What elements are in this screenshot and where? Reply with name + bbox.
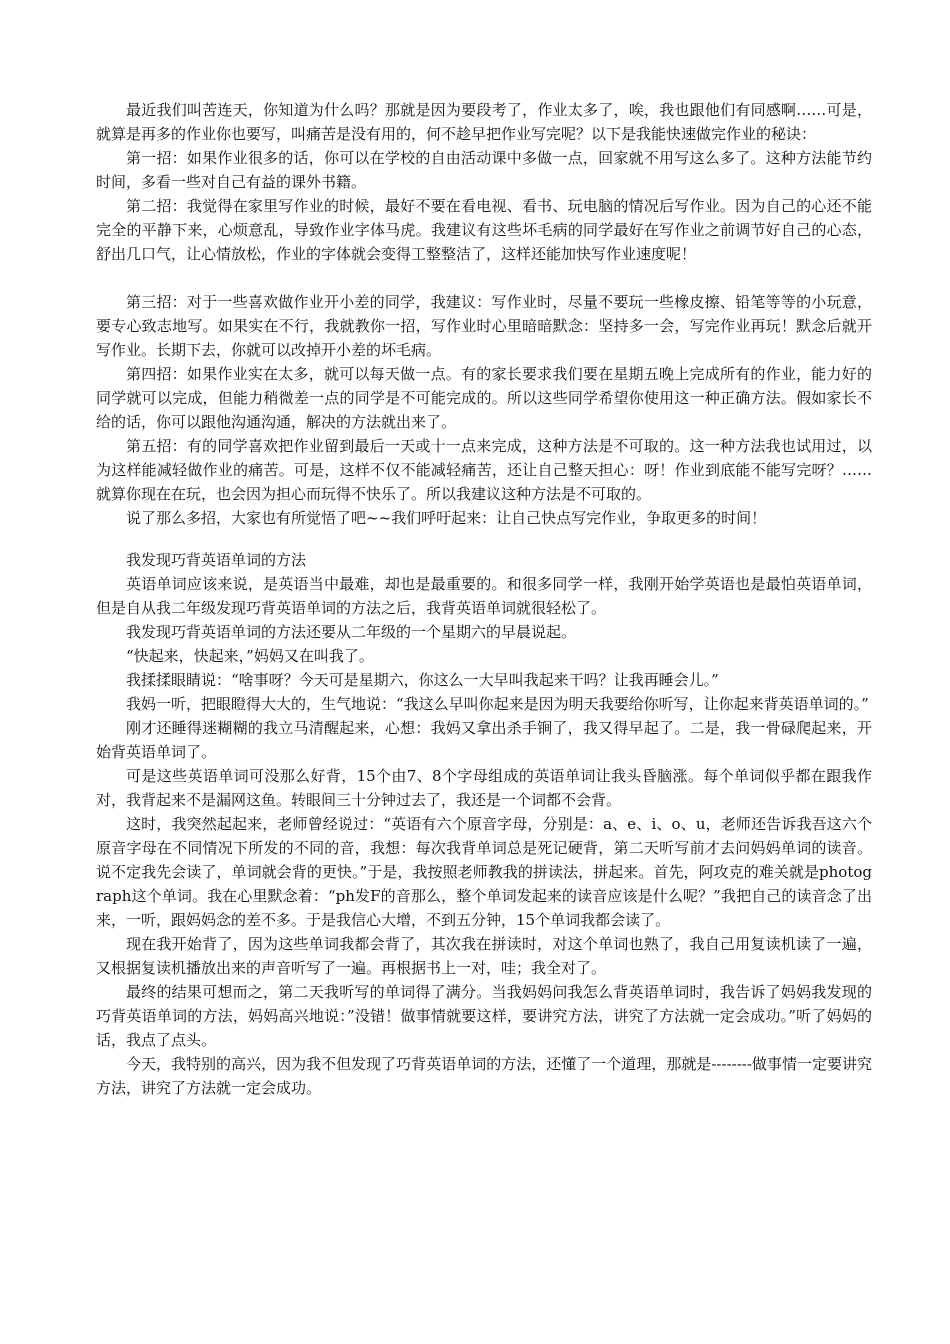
paragraph: 英语单词应该来说，是英语当中最难，却也是最重要的。和很多同学一样，我刚开始学英语也是最怕英语单词，但是自从我二年级发现巧背英语单词的方法之后，我背英语单词就很轻松了。 (96, 575, 872, 617)
paragraph: 最近我们叫苦连天，你知道为什么吗？那就是因为要段考了，作业太多了，唉，我也跟他们有同感啊……可是，就算是再多的作业你也要写，叫痛苦是没有用的，何不趁早把作业写完呢？以下是我能快速做完作业的秘诀： (96, 101, 872, 143)
document-body (96, 98, 872, 1100)
paragraph: 最终的结果可想而之，第二天我听写的单词得了满分。当我妈妈问我怎么背英语单词时，我告诉了妈妈我发现的巧背英语单词的方法，妈妈高兴地说：”没错！做事情就要这样，要讲究方法，讲究了方法就一定会成功。”听了妈妈的话，我点了点头。 (96, 983, 872, 1049)
paragraph: 说了那么多招，大家也有所觉悟了吧~~我们呼吁起来：让自己快点写完作业，争取更多的时间！ (126, 509, 767, 527)
paragraph: 第四招：如果作业实在太多，就可以每天做一点。有的家长要求我们要在星期五晚上完成所有的作业，能力好的同学就可以完成，但能力稍微差一点的同学是不可能完成的。所以这些同学希望你使用这一种正确方法。假如家长不给的话，你可以跟他沟通沟通，解决的方法就出来了。 (96, 365, 872, 431)
paragraph: “快起来，快起来，”妈妈又在叫我了。 (126, 647, 374, 665)
section-title: 我发现巧背英语单词的方法 (126, 551, 307, 569)
paragraph: 我妈一听，把眼瞪得大大的，生气地说：“我这么早叫你起来是因为明天我要给你听写，让你起来背英语单词的。” (126, 695, 869, 713)
paragraph: 可是这些英语单词可没那么好背，15个由7、8个字母组成的英语单词让我头昏脑涨。每个单词似乎都在跟我作对，我背起来不是漏网这鱼。转眼间三十分钟过去了，我还是一个词都不会背。 (96, 767, 872, 809)
paragraph: 刚才还睡得迷糊糊的我立马清醒起来，心想：我妈又拿出杀手锏了，我又得早起了。二是，我一骨碌爬起来，开始背英语单词了。 (96, 719, 872, 761)
paragraph: 现在我开始背了，因为这些单词我都会背了，其次我在拼读时，对这个单词也熟了，我自己用复读机读了一遍，又根据复读机播放出来的声音听写了一遍。再根据书上一对，哇；我全对了。 (96, 935, 872, 977)
paragraph: 这时，我突然起起来，老师曾经说过：“英语有六个原音字母，分别是：a、e、i、o、u，老师还告诉我吾这六个原音字母在不同情况下所发的不同的音，我想：每次我背单词总是死记硬背，第二天听写前才去问妈妈单词的读音。说不定我先会读了，单词就会背的更快。”于是，我按照老师教我的拼读法，拼起来。首先，阿攻克的难关就是photograph这个单词。我在心里默念着：“ph发F的音那么，整个单词发起来的读音应该是什么呢？”我把自己的读音念了出来，一听，跟妈妈念的差不多。于是我信心大增，不到五分钟，15个单词我都会读了。 (96, 815, 872, 929)
paragraph: 今天，我特别的高兴，因为我不但发现了巧背英语单词的方法，还懂了一个道理，那就是--------做事情一定要讲究方法，讲究了方法就一定会成功。 (96, 1055, 872, 1097)
paragraph: 第一招：如果作业很多的话，你可以在学校的自由活动课中多做一点，回家就不用写这么多了。这种方法能节约时间，多看一些对自己有益的课外书籍。 (96, 149, 872, 191)
paragraph: 第二招：我觉得在家里写作业的时候，最好不要在看电视、看书、玩电脑的情况后写作业。因为自己的心还不能完全的平静下来，心烦意乱，导致作业字体马虎。我建议有这些坏毛病的同学最好在写作业之前调节好自己的心态，舒出几口气，让心情放松，作业的字体就会变得工整整洁了，这样还能加快写作业速度呢！ (96, 197, 872, 263)
paragraph: 我发现巧背英语单词的方法还要从二年级的一个星期六的早晨说起。 (126, 623, 577, 641)
paragraph-gap (96, 266, 872, 290)
paragraph: 我揉揉眼睛说：“啥事呀？今天可是星期六，你这么一大早叫我起来干吗？让我再睡会儿。” (126, 671, 719, 689)
section-gap (96, 530, 872, 548)
paragraph: 第三招：对于一些喜欢做作业开小差的同学，我建议：写作业时，尽量不要玩一些橡皮擦、铅笔等等的小玩意，要专心致志地写。如果实在不行，我就教你一招，写作业时心里暗暗默念：坚持多一会，写完作业再玩！默念后就开写作业。长期下去，你就可以改掉开小差的坏毛病。 (96, 293, 872, 359)
paragraph: 第五招：有的同学喜欢把作业留到最后一天或十一点来完成，这种方法是不可取的。这一种方法我也试用过，以为这样能减轻做作业的痛苦。可是，这样不仅不能减轻痛苦，还让自己整天担心：呀！作业到底能不能写完呀？……就算你现在在玩，也会因为担心而玩得不快乐了。所以我建议这种方法是不可取的。 (96, 437, 872, 503)
